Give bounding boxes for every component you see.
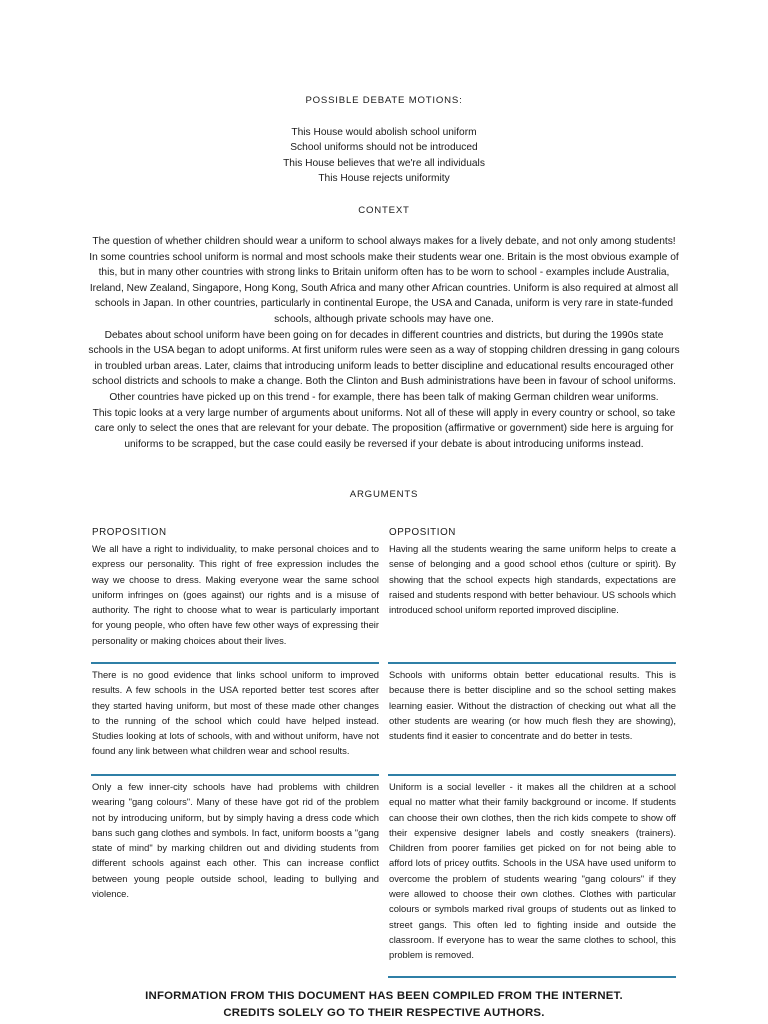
motion-item: School uniforms should not be introduced (290, 142, 478, 154)
footer-line: CREDITS SOLELY GO TO THEIR RESPECTIVE AUTHORS. (223, 1007, 545, 1019)
context-paragraph: This topic looks at a very large number of arguments about uniforms. Not all of these will apply in every country or school, so take care only to select the ones that are relevant for your debate. The proposition (affirmative or government) side here is arguing for uniforms to be scrapped, but the case could easily be reversed if your debate is about introducing uniforms instead. (92, 407, 676, 450)
motion-item: This House would abolish school uniform (291, 127, 477, 138)
context-heading: CONTEXT (358, 205, 410, 216)
row-divider (388, 662, 676, 664)
arguments-heading: ARGUMENTS (349, 489, 419, 500)
row-divider (91, 662, 379, 664)
proposition-argument-3: Only a few inner-city schools have had problems with children wearing "gang colours". Many of these have got rid of the problem not by introducing uniform, but by simply having a dress code which bans such gang clothes and symbols. In fact, uniform boosts a "gang state of mind" by marking children out and dividing students from different schools against each other. This can increase conflict between young people outside school, leading to bullying and violence. (92, 781, 379, 900)
opposition-argument-3: Uniform is a social leveller - it makes all the children at a school equal no matter what their family background or income. If students can choose their own clothes, then the rich kids compete to show off their expensive designer labels and costly sneakers (trainers). Children from poorer families get picked on for not being able to afford lots of pricey outfits. Schools in the USA have used uniform to overcome the problem of students wearing "gang colours" if they were allowed to choose their own clothes. Clothes with particular colours or symbols marked rival groups of students out as linked to street gangs. This often led to fighting inside and outside the classroom. If everyone has to wear the same clothes to school, this problem is removed. (389, 781, 676, 961)
row-divider (388, 976, 676, 978)
motions-list (0, 125, 768, 187)
proposition-heading: PROPOSITION (92, 527, 167, 538)
motion-item: This House rejects uniformity (318, 173, 450, 185)
context-paragraph: Debates about school uniform have been going on for decades in different countries and districts, but during the 1990s state schools in the USA began to adopt uniforms. At first uniform rules were seen as a way of stopping children dressing in gang colours in troubled urban areas. Later, claims that introducing uniform leads to better discipline and educational results encouraged other school districts and schools to make a change. Both the Clinton and Bush administrations have been in favour of school uniforms. Other countries have picked up on this trend - for example, there has been talk of making German children wear uniforms. (88, 329, 680, 403)
proposition-argument-2: There is no good evidence that links school uniform to improved results. A few schools in the USA reported better test scores after they started having uniform, but most of these made other changes to the running of the school which could have helped instead. Studies looking at lots of schools, with and without uniform, have not found any link between what children wear and school results. (92, 669, 379, 757)
opposition-heading: OPPOSITION (389, 527, 456, 538)
opposition-argument-1: Having all the students wearing the same uniform helps to create a sense of belonging and a good school ethos (culture or spirit). By showing that the school expects high standards, expectations are raised and students respond with better behaviour. US schools which introduced school uniform reported improved discipline. (389, 543, 676, 616)
footer-line: INFORMATION FROM THIS DOCUMENT HAS BEEN COMPILED FROM THE INTERNET. (145, 990, 623, 1002)
context-body (88, 234, 680, 452)
row-divider (388, 774, 676, 776)
context-paragraph: The question of whether children should wear a uniform to school always makes for a lively debate, and not only among students! In some countries school uniform is normal and most schools make their students wear one. Britain is the most obvious example of this, but in many other countries with strong links to Britain uniform often has to be worn to school - examples include Australia, Ireland, New Zealand, Singapore, Hong Kong, South Africa and many other African countries. Uniform is also required at almost all schools in Japan. In other countries, particularly in continental Europe, the USA and Canada, uniform is very rare in state-funded schools, although private schools may have one. (89, 236, 679, 325)
opposition-argument-2: Schools with uniforms obtain better educational results. This is because there is better discipline and so the school setting makes learning easier. Without the distraction of checking out what all the other students are wearing (or how much flesh they are showing), students find it easier to concentrate and do better in tests. (389, 669, 676, 742)
motions-heading: POSSIBLE DEBATE MOTIONS: (305, 95, 463, 106)
footer-credits (0, 988, 768, 1022)
proposition-argument-1: We all have a right to individuality, to make personal choices and to express our personality. This right of free expression includes the way we choose to dress. Making everyone wear the same school uniform infringes on (goes against) our rights and is a misuse of authority. The right to choose what to wear is particularly important for young people, who often have few other ways of expressing their personality or making choices about their lives. (92, 543, 379, 646)
motion-item: This House believes that we're all individuals (283, 157, 485, 169)
row-divider (91, 774, 379, 776)
